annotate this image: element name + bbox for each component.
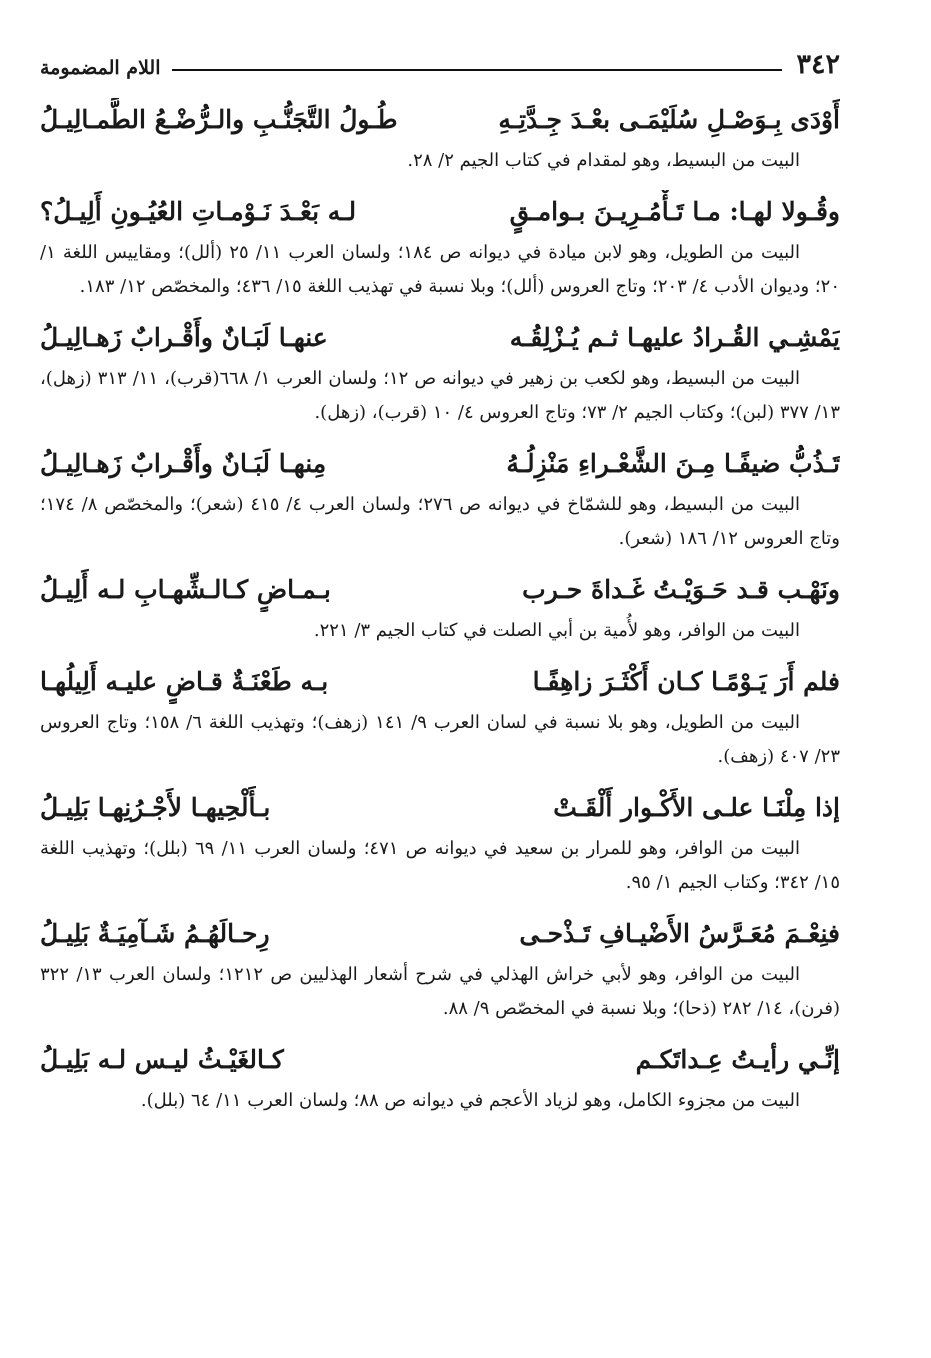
verse-entry-3	[40, 316, 840, 430]
verse-entry-8	[40, 912, 840, 1026]
second-hemistich: رِحـالَهُـمُ شَـآمِيَـةٌ بَلِيـلُ	[40, 919, 270, 948]
second-hemistich: بـه طَعْنَـةٌ قـاضٍ عليـه أَلِيلُهـا	[40, 667, 329, 696]
first-hemistich: فنِعْـمَ مُعَـرَّسُ الأَضْيـافِ تَـذْحـى	[519, 919, 840, 948]
second-hemistich: لـه بَعْـدَ نَـوْمـاتِ العُيُـونِ أَلِيـلُ؟	[40, 197, 357, 226]
second-hemistich: بـمـاضٍ كـالـشِّهـابِ لـه أَلِيـلُ	[40, 575, 331, 604]
verse-entry-7	[40, 786, 840, 900]
verse-commentary: البيت من الوافر، وهو لأبي خراش الهذلي في شرح أشعار الهذليين ص ١٢١٢؛ ولسان العرب ١٣/ ٣٢٢ (فرن)، ١٤/ ٢٨٢ (ذحا)؛ وبلا نسبة في المخصّص ٩/ ٨٨.	[40, 964, 840, 1019]
verse-commentary: البيت من البسيط، وهو لمقدام في كتاب الجيم ٢/ ٢٨.	[407, 150, 800, 171]
verse-line	[40, 568, 840, 612]
first-hemistich: يَمْشِـي القُـرادُ عليهـا ثـم يُـزْلِقُـه	[509, 323, 840, 352]
verse-entry-6	[40, 660, 840, 774]
running-title: اللام المضمومة	[40, 57, 161, 79]
first-hemistich: وقُـولا لهـا: مـا تَـأْمُـرِيـنَ بـوامـقٍ	[509, 197, 840, 226]
verse-commentary: البيت من الوافر، وهو لأُمية بن أبي الصلت في كتاب الجيم ٣/ ٢٢١.	[313, 620, 800, 641]
verse-line	[40, 98, 840, 142]
first-hemistich: إذا مِلْنَـا علـى الأَكْـوار أَلْقَـتْ	[553, 793, 840, 822]
second-hemistich: طُـولُ التَّجَنُّـبِ والـرُّضْـعُ الطَّمـالِيـلُ	[40, 105, 398, 134]
verse-line	[40, 316, 840, 360]
verse-line	[40, 190, 840, 234]
verse-entry-2	[40, 190, 840, 304]
second-hemistich: مِنهـا لَبَـانٌ وأَقْـرابٌ زَهـالِيـلُ	[40, 449, 327, 478]
page	[40, 42, 840, 1118]
page-header	[40, 42, 840, 86]
verse-line	[40, 660, 840, 704]
verse-entry-4	[40, 442, 840, 556]
second-hemistich: كـالغَيْـثُ ليـس لـه بَلِيـلُ	[40, 1045, 284, 1074]
verse-line	[40, 442, 840, 486]
first-hemistich: فلم أَرَ يَـوْمًـا كـان أَكْثَـرَ زاهِفًـا	[532, 667, 840, 696]
verse-line	[40, 786, 840, 830]
verse-commentary: البيت من الطويل، وهو بلا نسبة في لسان العرب ٩/ ١٤١ (زهف)؛ وتهذيب اللغة ٦/ ١٥٨؛ وتاج العروس ٢٣/ ٤٠٧ (زهف).	[40, 712, 840, 767]
verse-commentary: البيت من الطويل، وهو لابن ميادة في ديوانه ص ١٨٤؛ ولسان العرب ١١/ ٢٥ (ألل)؛ ومقاييس اللغة ١/ ٢٠؛ وديوان الأدب ٤/ ٢٠٣؛ وتاج العروس (ألل)؛ وبلا نسبة في تهذيب اللغة ١٥/ ٤٣٦؛ والمخصّص ١٢/ ١٨٣.	[40, 242, 840, 297]
second-hemistich: بـأَلْحِيهـا لأَجْـرُنِهـا بَلِيـلُ	[40, 793, 271, 822]
first-hemistich: ونَهْـب قـد حَـوَيْـتُ غَـداةَ حـرب	[522, 575, 840, 604]
verse-entry-9	[40, 1038, 840, 1118]
page-number: ٣٤٢	[796, 48, 840, 80]
verse-commentary: البيت من الوافر، وهو للمرار بن سعيد في ديوانه ص ٤٧١؛ ولسان العرب ١١/ ٦٩ (بلل)؛ وتهذيب اللغة ١٥/ ٣٤٢؛ وكتاب الجيم ١/ ٩٥.	[40, 838, 840, 893]
verse-entry-5	[40, 568, 840, 648]
first-hemistich: إنِّـي رأيـتُ عِـداتَكـم	[635, 1045, 840, 1074]
verse-entry-1	[40, 98, 840, 178]
second-hemistich: عنهـا لَبَـانٌ وأَقْـرابٌ زَهـالِيـلُ	[40, 323, 328, 352]
verse-line	[40, 1038, 840, 1082]
verse-commentary: البيت من مجزوء الكامل، وهو لزياد الأعجم في ديوانه ص ٨٨؛ ولسان العرب ١١/ ٦٤ (بلل).	[140, 1090, 800, 1111]
verse-commentary: البيت من البسيط، وهو لكعب بن زهير في ديوانه ص ١٢؛ ولسان العرب ١/ ٦٦٨(قرب)، ١١/ ٣١٣ (زهل)، ١٣/ ٣٧٧ (لبن)؛ وكتاب الجيم ٢/ ٧٣؛ وتاج العروس ٤/ ١٠ (قرب)، (زهل).	[40, 368, 840, 423]
first-hemistich: أَوْدَى بِـوَصْـلِ سُلَيْمَـى بعْـدَ جِـدَّتِـهِ	[498, 105, 840, 134]
first-hemistich: تَـذُبُّ ضيفًـا مِـنَ الشَّعْـراءِ مَنْزِلُـهُ	[506, 449, 840, 478]
header-rule	[172, 69, 782, 71]
verse-commentary: البيت من البسيط، وهو للشمّاخ في ديوانه ص ٢٧٦؛ ولسان العرب ٤/ ٤١٥ (شعر)؛ والمخصّص ٨/ ١٧٤؛ وتاج العروس ١٢/ ١٨٦ (شعر).	[40, 494, 840, 549]
verse-line	[40, 912, 840, 956]
